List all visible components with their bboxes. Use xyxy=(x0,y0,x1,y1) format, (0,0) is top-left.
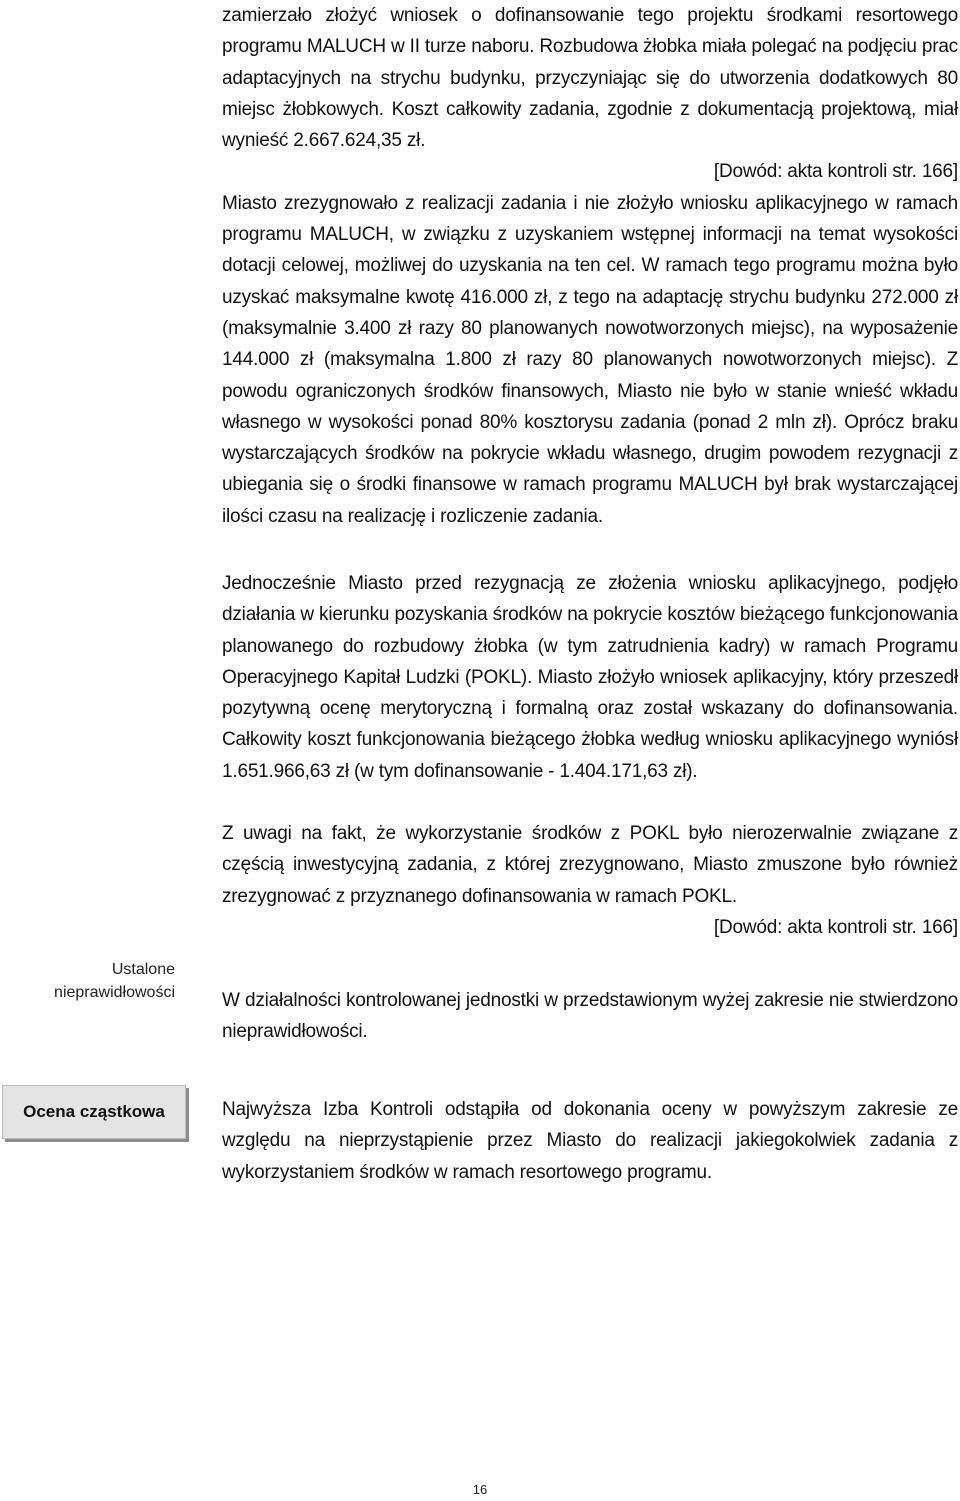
evidence-reference: [Dowód: akta kontroli str. 166] xyxy=(713,161,958,183)
section-pokl-resignation xyxy=(222,818,958,943)
section-partial-assessment xyxy=(222,1094,958,1188)
paragraph-irregularities: W działalności kontrolowanej jednostki w przedstawionym wyżej zakresie nie stwierdzono nieprawidłowości. xyxy=(222,990,958,1043)
section-pokl xyxy=(222,568,958,787)
page-number: 16 xyxy=(472,1482,488,1497)
irregularities-label: Ustalone nieprawidłowości xyxy=(54,961,175,1001)
paragraph-project-cost: zamierzało złożyć wniosek o dofinansowanie tego projektu środkami resortowego programu MALUCH w II turze naboru. Rozbudowa żłobka miała polegać na podjęciu prac adaptacyjnych na strychu budynku, przyczyniając się do utworzenia dodatkowych 80 miejsc żłobkowych. Koszt całkowity zadania, zgodnie z dokumentacją projektową, miał wynieść 2.667.624,35 zł. xyxy=(222,5,958,152)
section-irregularities xyxy=(222,985,958,1048)
section-maluch-program xyxy=(222,0,958,532)
paragraph-pokl-application: Jednocześnie Miasto przed rezygnacją ze złożenia wniosku aplikacyjnego, podjęło działania w kierunku pozyskania środków na pokrycie kosztów bieżącego funkcjonowania planowanego do rozbudowy żłobka (w tym zatrudnienia kadry) w ramach Programu Operacyjnego Kapitał Ludzki (POKL). Miasto złożyło wniosek aplikacyjny, który przeszedł pozytywną ocenę merytoryczną i formalną oraz został wskazany do dofinansowania. Całkowity koszt funkcjonowania bieżącego żłobka według wniosku aplikacyjnego wyniósł 1.651.966,63 zł (w tym dofinansowanie - 1.404.171,63 zł). xyxy=(222,573,958,782)
partial-assessment-label: Ocena cząstkowa xyxy=(2,1085,186,1139)
paragraph-resignation: Miasto zrezygnowało z realizacji zadania i nie złożyło wniosku aplikacyjnego w ramach programu MALUCH, w związku z uzyskaniem wstępnej informacji na temat wysokości dotacji celowej, możliwej do uzyskania na ten cel. W ramach tego programu można było uzyskać maksymalne kwotę 416.000 zł, z tego na adaptację strychu budynku 272.000 zł (maksymalnie 3.400 zł razy 80 planowanych nowotworzonych miejsc), na wyposażenie 144.000 zł (maksymalna 1.800 zł razy 80 planowanych nowotworzonych miejsc). Z powodu ograniczonych środków finansowych, Miasto nie było w stanie wnieść wkładu własnego w wysokości ponad 80% kosztorysu zadania (ponad 2 mln zł). Oprócz braku wystarczających środków na pokrycie wkładu własnego, drugim powodem rezygnacji z ubiegania się o środki finansowe w ramach programu MALUCH był brak wystarczającej ilości czasu na realizację i rozliczenie zadania. xyxy=(222,192,958,527)
paragraph-partial-assessment: Najwyższa Izba Kontroli odstąpiła od dokonania oceny w powyższym zakresie ze względu na nieprzystąpienie przez Miasto do realizacji jakiegokolwiek zadania z wykorzystaniem środków w ramach resortowego programu. xyxy=(222,1099,958,1183)
paragraph-pokl-resignation: Z uwagi na fakt, że wykorzystanie środków z POKL było nierozerwalnie związane z częścią inwestycyjną zadania, z której zrezygnowano, Miasto zmuszone było również zrezygnować z przyznanego dofinansowania w ramach POKL. xyxy=(222,823,958,907)
evidence-reference: [Dowód: akta kontroli str. 166] xyxy=(713,916,958,938)
